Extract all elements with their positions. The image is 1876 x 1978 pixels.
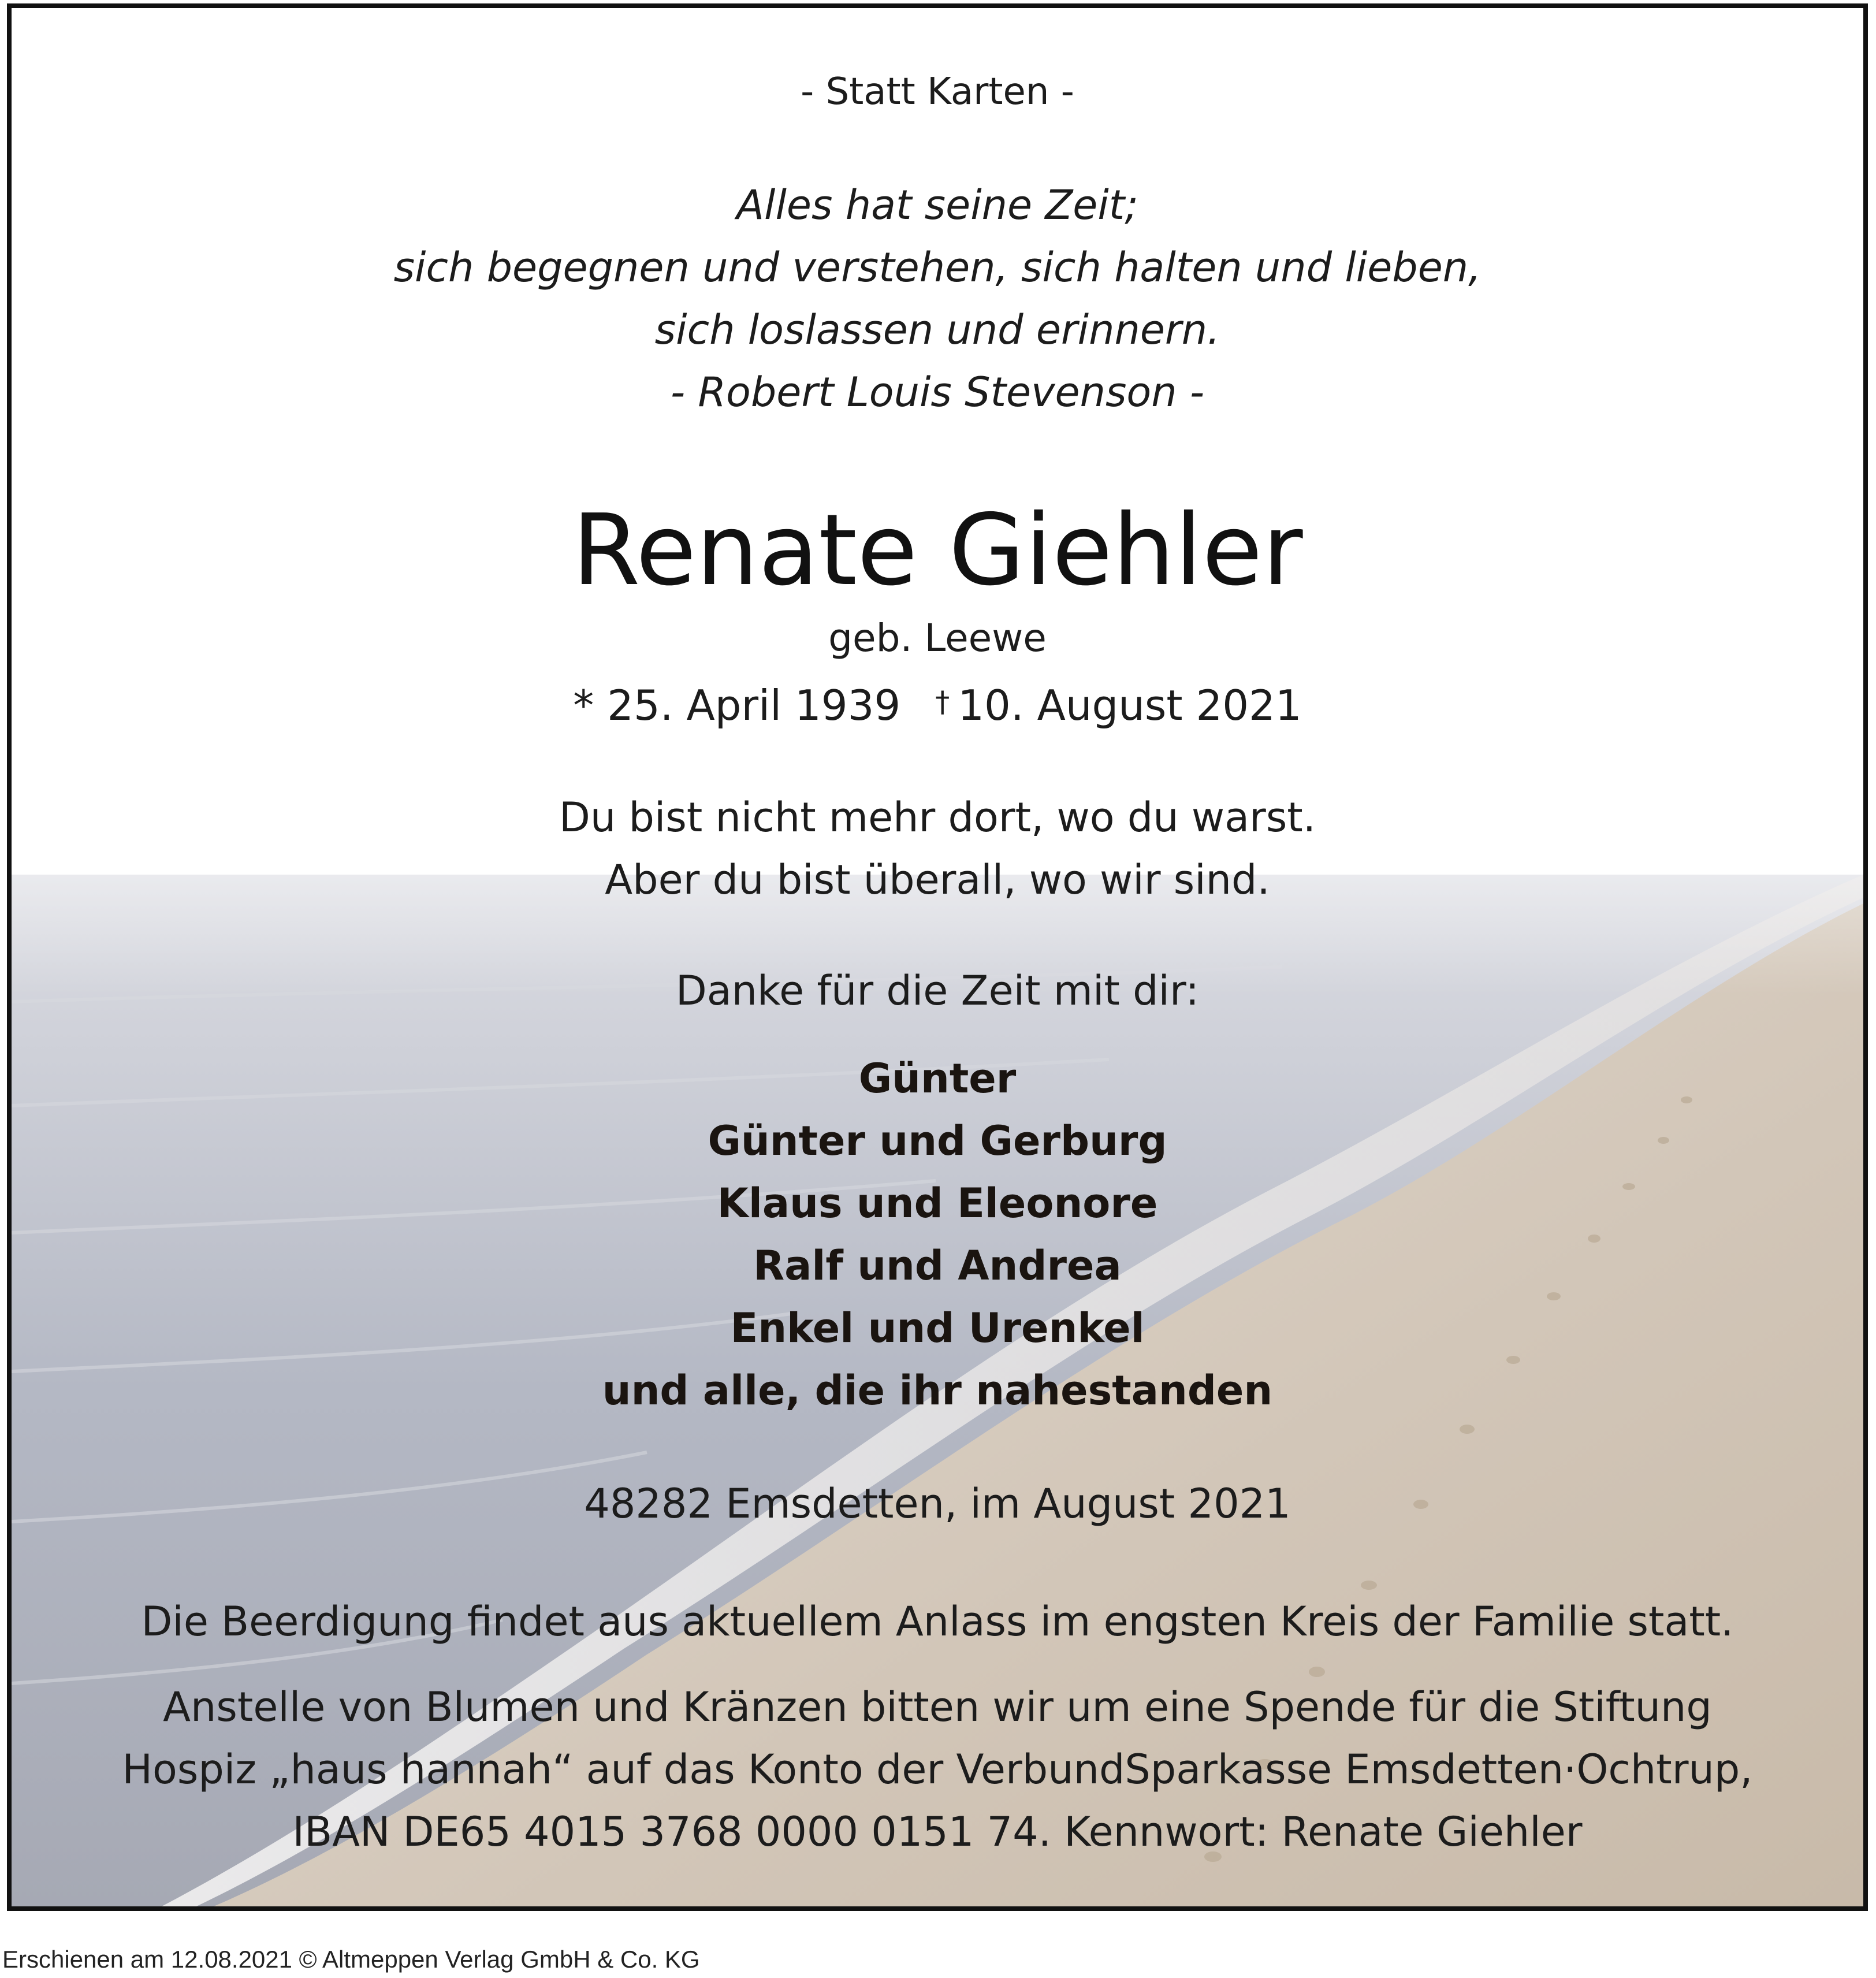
verse-line: Du bist nicht mehr dort, wo du warst. — [559, 794, 1316, 841]
donation-note: IBAN DE65 4015 3768 0000 0151 74. Kennwort: Renate Giehler — [292, 1808, 1583, 1856]
deceased-name: Renate Giehler — [572, 493, 1303, 608]
life-dates — [12, 681, 1863, 730]
death-date: 10. August 2021 — [958, 681, 1302, 730]
publication-footer: Erschienen am 12.08.2021 © Altmeppen Verlag GmbH & Co. KG — [2, 1946, 700, 1973]
thanks-line: Danke für die Zeit mit dir: — [675, 967, 1200, 1014]
quote-line: sich begegnen und verstehen, sich halten und lieben, — [393, 244, 1482, 291]
mourner-name: Ralf und Andrea — [753, 1242, 1122, 1289]
mourner-name: Günter und Gerburg — [708, 1117, 1167, 1165]
mourner-name: Klaus und Eleonore — [717, 1180, 1158, 1227]
mourner-name: Günter — [858, 1055, 1017, 1102]
donation-note: Hospiz „haus hannah“ auf das Konto der VerbundSparkasse Emsdetten·Ochtrup, — [122, 1746, 1753, 1793]
mourner-name: Enkel und Urenkel — [730, 1304, 1145, 1352]
birth-name: geb. Leewe — [828, 616, 1047, 660]
header-line: - Statt Karten - — [801, 70, 1074, 113]
quote-line: sich loslassen und erinnern. — [654, 306, 1220, 354]
obituary-notice — [7, 3, 1868, 1911]
donation-note: Anstelle von Blumen und Kränzen bitten wir um eine Spende für die Stiftung — [163, 1683, 1712, 1731]
mourner-name: und alle, die ihr nahestanden — [602, 1367, 1273, 1414]
dagger-icon: † — [935, 685, 950, 719]
place-date: 48282 Emsdetten, im August 2021 — [584, 1480, 1291, 1527]
quote-author: - Robert Louis Stevenson - — [670, 369, 1205, 416]
birth-date: * 25. April 1939 — [573, 681, 901, 730]
funeral-note: Die Beerdigung findet aus aktuellem Anlass im engsten Kreis der Familie statt. — [141, 1598, 1734, 1645]
quote-line: Alles hat seine Zeit; — [736, 181, 1138, 229]
verse-line: Aber du bist überall, wo wir sind. — [605, 856, 1270, 904]
